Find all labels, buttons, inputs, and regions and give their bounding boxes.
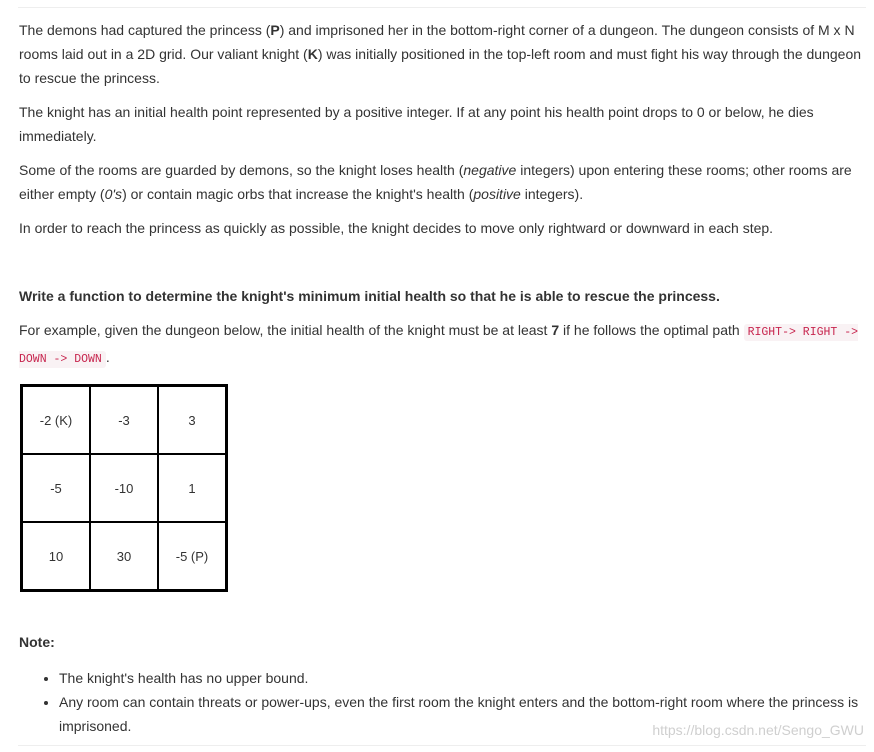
dungeon-row — [22, 522, 227, 591]
knight-symbol: K — [307, 46, 318, 62]
note-heading-text: Note: — [19, 634, 55, 650]
emphasis-zeros: 0's — [104, 186, 123, 202]
intro-text: integers). — [520, 186, 584, 202]
optimal-path-code: RIGHT-> RIGHT -> DOWN -> DOWN — [19, 326, 858, 366]
emphasis-negative: negative — [463, 162, 517, 178]
dungeon-cell: 1 — [158, 454, 227, 522]
example-paragraph — [19, 318, 864, 372]
note-item: • The knight's health has no upper bound. — [59, 666, 864, 690]
emphasis-positive: positive — [473, 186, 521, 202]
watermark: https://blog.csdn.net/Sengo_GWU — [652, 722, 864, 738]
intro-text: Some of the rooms are guarded by demons, so the knight loses health ( — [19, 162, 464, 178]
intro-text: ) was initially positioned in the top-left room and must fight his way through the dungeon to rescue the princess. — [19, 46, 862, 86]
intro-text: The demons had captured the princess ( — [19, 22, 271, 38]
example-text: . — [105, 349, 110, 365]
dungeon-grid — [20, 384, 228, 592]
example-text: For example, given the dungeon below, the initial health of the knight must be at least — [19, 322, 552, 338]
dungeon-cell: -2 (K) — [22, 386, 91, 455]
min-health-value: 7 — [551, 322, 560, 338]
dungeon-cell: 3 — [158, 386, 227, 455]
problem-description — [19, 18, 864, 738]
note-heading — [19, 630, 864, 654]
intro-paragraph-4: In order to reach the princess as quickly as possible, the knight decides to move only rightward or downward in each step. — [19, 220, 774, 236]
dungeon-cell: 10 — [22, 522, 91, 591]
dungeon-row — [22, 454, 227, 522]
dungeon-cell: -5 (P) — [158, 522, 227, 591]
intro-text: integers) upon entering these rooms; other rooms are either empty ( — [19, 162, 852, 202]
dungeon-cell: -10 — [90, 454, 158, 522]
intro-paragraph-3 — [19, 158, 864, 206]
example-text: if he follows the optimal path — [559, 322, 744, 338]
task-text: Write a function to determine the knight's minimum initial health so that he is able to rescue the princess. — [19, 288, 720, 304]
top-divider — [18, 7, 866, 8]
intro-paragraph-1 — [19, 18, 864, 90]
princess-symbol: P — [270, 22, 280, 38]
intro-text: ) and imprisoned her in the bottom-right corner of a dungeon. The dungeon consists of M x N rooms laid out in a 2D grid. Our valiant knight ( — [19, 22, 855, 62]
bottom-divider — [18, 745, 866, 746]
intro-text: ) or contain magic orbs that increase the knight's health ( — [122, 186, 474, 202]
note-item: • Any room can contain threats or power-ups, even the first room the knight enters and the bottom-right room where the princess is imprisoned. — [59, 690, 864, 738]
intro-paragraph-2: The knight has an initial health point represented by a positive integer. If at any point his health point drops to 0 or below, he dies immediately. — [19, 104, 814, 144]
dungeon-cell: 30 — [90, 522, 158, 591]
dungeon-cell: -5 — [22, 454, 91, 522]
task-statement — [19, 284, 864, 308]
dungeon-row — [22, 386, 227, 455]
dungeon-cell: -3 — [90, 386, 158, 455]
